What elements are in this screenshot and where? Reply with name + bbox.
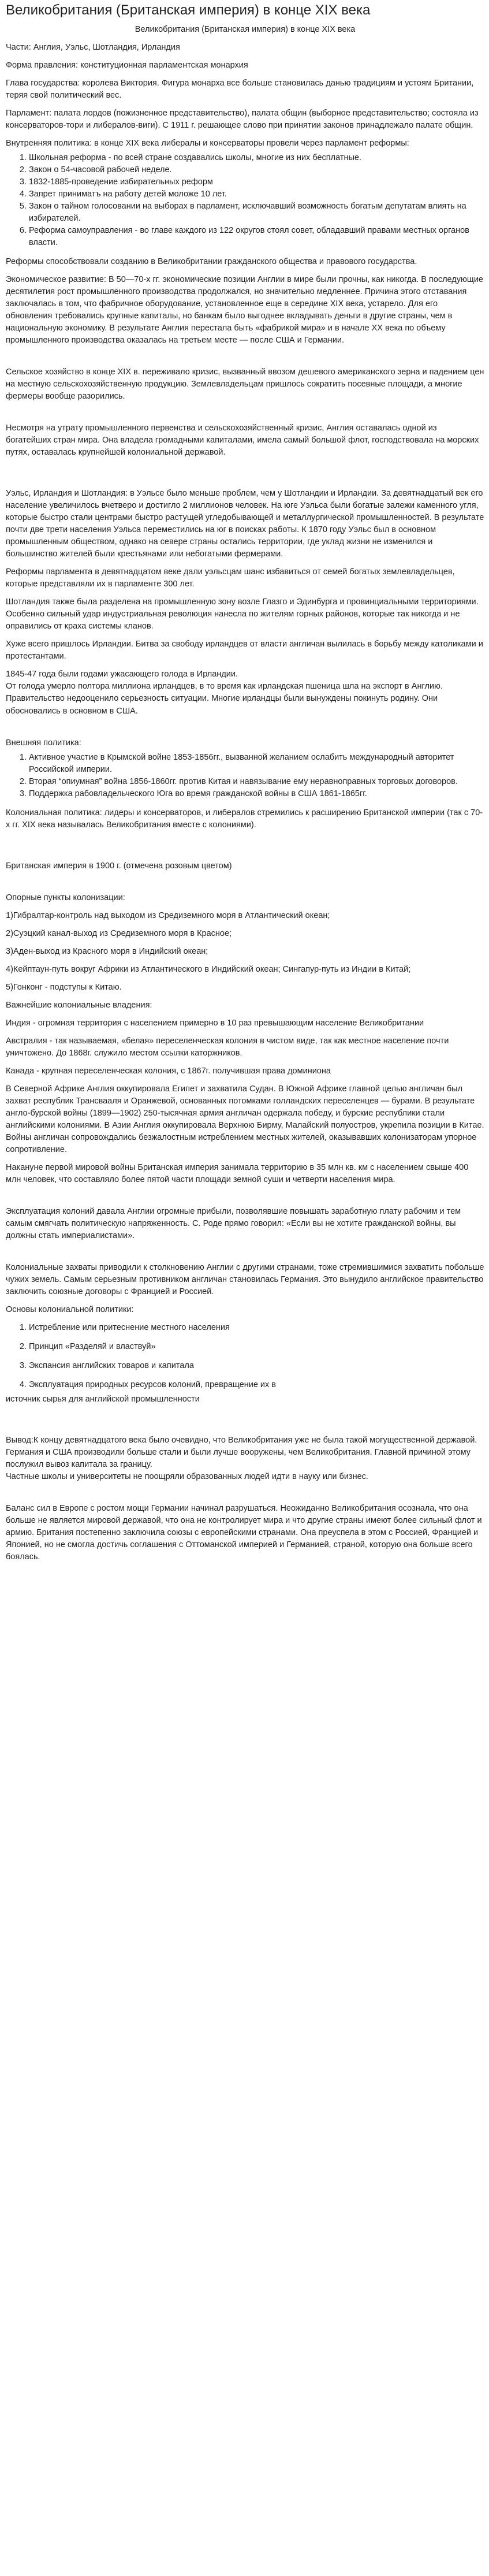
list-item: 1. Активное участие в Крымской войне 1853-1856гг., вызванной желанием ослабить международный авторитет Российской империи.	[29, 752, 484, 776]
possessions-heading: Важнейшие колониальные владения:	[6, 1000, 152, 1010]
list-item: 4. Запрет приниматъ на работу детей моложе 10 лет.	[29, 188, 484, 200]
ireland-paragraph: Хуже всего пришлось Ирландии. Битва за свободу ирландцев от власти англичан вылилась в борьбу между католиками и протестантами.	[6, 640, 483, 661]
principles-tail: источник сырья для английской промышленности	[6, 1395, 200, 1404]
ww1-eve-paragraph: Накануне первой мировой войны Британская империя занимала территорию в 35 млн кв. км с населением свыше 400 млн человек, что составляло более пятой части площади земной суши и четверти населения мира.	[6, 1162, 469, 1184]
list-item: 2. Закон о 54-часовой рабочей неделе.	[29, 164, 484, 176]
list-item: 1. Школьная реформа - по всей стране создавались школы, многие из них бесплатные.	[29, 152, 484, 164]
australia-paragraph: Австралия - так называемая, «белая» переселенческая колония в чистом виде, так как местное население почти уничтожено. До 1868г. служило местом ссылки каторжников.	[6, 1036, 449, 1058]
scotland-paragraph: Шотландия также была разделена на промышленную зону возле Глазго и Эдинбурга и провинциальными территориями. Особенно сильный удар индустриальная революция нанесла по жителям горных районов, которые так никогда и не оправились от краха системы кланов.	[6, 597, 479, 631]
stronghold-item: 1)Гибралтар-контроль над выходом из Средиземного моря в Атлантический океан;	[6, 910, 330, 920]
list-item: 1. Истребление или притеснение местного населения	[29, 1322, 484, 1334]
conclusion-line: Частные школы и университеты не поощряли образованных людей идти в науку или бизнес.	[6, 1472, 368, 1482]
stronghold-item: 3)Аден-выход из Красного моря в Индийский океан;	[6, 946, 208, 956]
list-item: 2. Принцип «Разделяй и властвуй»	[29, 1341, 484, 1353]
stronghold-item: 4)Кейптаун-путь вокруг Африки из Атлантического в Индийский океан; Сингапур-путь из Индии в Китай;	[6, 964, 411, 974]
reforms-effect-paragraph: Реформы способствовали созданию в Великобритании гражданского общества и правового государства.	[6, 257, 417, 267]
economy-paragraph: Экономическое развитие: В 50—70-х гг. экономические позиции Англии в мире были прочны, как никогда. В последующие десятилетия рост промышленного производства продолжался, но значительно медленнее. Причина этого отставания заключалась в том, что фабричное оборудование, установленное еще в середине XIX века, устарело. Для его обновления требовались крупные капиталы, но банкам было выгоднее вкладывать деньги в другие страны, чем в национальную экономику. В результате Англия перестала быть «фабрикой мира» и в начале XX века по объему промышленного производства оказалась на третьем месте — после США и Германии.	[6, 275, 483, 345]
famine-paragraph	[6, 668, 484, 717]
exploitation-paragraph: Эксплуатация колоний давала Англии огромные прибыли, позволявшие повышать заработную плату рабочим и тем самым смягчать политическую напряженность. С. Роде прямо говорил: «Если вы не хотите гражданской войны, вы должны стать империалистами».	[6, 1206, 461, 1240]
principles-heading: Основы колониальной политики:	[6, 1305, 134, 1315]
reforms-1880s-paragraph: Реформы парламента в девятнадцатом веке дали уэльсцам шанс избавиться от семей богатых землевладельцев, которые представляли их в парламенте 300 лет.	[6, 567, 455, 589]
foreign-policy-list	[6, 752, 484, 800]
list-item: 2. Вторая “опиумная” война 1856-1860гг. против Китая и навязывание ему неравноправных торговых договоров.	[29, 776, 484, 788]
government-form-paragraph: Форма правления: конституционная парламентская монархия	[6, 60, 248, 70]
foreign-policy-heading: Внешняя политика:	[6, 738, 81, 748]
colonial-policy-paragraph: Колониальная политика: лидеры и консерваторов, и либералов стремились к расширению Британской империи (так с 70-х гг. XIX века называлась Великобритания вместе с колониями).	[6, 808, 483, 830]
domestic-policy-intro: Внутренняя политика: в конце XIX века либералы и консерваторы провели через парламент реформы:	[6, 138, 409, 148]
crisis-wealth-paragraph: Несмотря на утрату промышленного первенства и сельскохозяйственный кризис, Англия оставалась одной из богатейших стран мира. Она владела громадными капиталами, имела самый большой флот, господствовала на морских путях, оставалась крупнейшей колониальной державой.	[6, 423, 479, 458]
wales-scotland-ireland-paragraph: Уэльс, Ирландия и Шотландия: в Уэльсе было меньше проблем, чем у Шотландии и Ирландии. За девятнадцатый век его население увеличилось вчетверо и достигло 2 миллионов человек. На юге Уэльса были богатые залежи каменного угля, которые быстро стали центрами быстро растущей угледобывающей и металлургической промышленностей. В результате почти две трети населения Уэльса переместились на юг в поисках работы. К 1870 году Уэльс был в основном промышленным обществом, однако на севере страны остались территории, где уклад жизни не изменился и большинство жителей были крестьянами или небогатыми фермерами.	[6, 489, 484, 559]
list-item: 3. Поддержка рабовладельческого Юга во время гражданской войны в США 1861-1865гг.	[29, 788, 484, 800]
canada-paragraph: Канада - крупная переселенческая колония, с 1867г. получившая права доминиона	[6, 1066, 331, 1076]
stronghold-item: 5)Гонконг - подступы к Китаю.	[6, 982, 122, 992]
principles-list	[6, 1322, 484, 1391]
list-item: 3. 1832-1885-проведение избирательных реформ	[29, 176, 484, 188]
agriculture-paragraph: Сельское хозяйство в конце XIX в. переживало кризис, вызванный ввозом дешевого американского зерна и падением цен на местную сельскохозяйственную продукцию. Землевладельцам пришлось сократить посевные площади, а многие фермеры вообще разорились.	[6, 367, 484, 402]
famine-line: От голода умерло полтора миллиона ирландцев, в то время как ирландская пшеница шла на экспорт в Англию. Правительство недооценило серьезность ситуации. Многие ирландцы были вынуждены покинуть родину. Они обосновались в основном в США.	[6, 682, 443, 716]
subtitle: Великобритания (Британская империя) в конце XIX века	[135, 24, 356, 34]
stronghold-item: 2)Суэцкий канал-выход из Средиземного моря в Красное;	[6, 928, 232, 938]
list-item: 5. Закон о тайном голосовании на выборах в парламент, исключавший возможность богатым депутатам влиять на избирателей.	[29, 200, 484, 225]
strongholds-heading: Опорные пункты колонизации:	[6, 893, 125, 902]
famine-line: 1845-47 года были годами ужасающего голода в Ирландии.	[6, 670, 238, 679]
empire-1900-caption: Британская империя в 1900 г. (отмечена розовым цветом)	[6, 861, 232, 871]
conclusion-paragraph	[6, 1434, 484, 1483]
conclusion-line: Вывод:К концу девятнадцатого века было очевидно, что Великобритания уже не была такой могущественной державой. Германия и США производили больше стали и были лучше вооружены, чем Великобритания. Главной причиной этому послужил вывоз капитала за границу.	[6, 1436, 477, 1470]
balance-paragraph: Баланс сил в Европе с ростом мощи Германии начинал разрушаться. Неожиданно Великобритания осознала, что она больше не является мировой державой, что она не контролирует мира и что другие страны имеют более сильный флот и армию. Британия постепенно заключила союзы с европейскими странами. Она преуспела в этом с Россией, Францией и Японией, но не смогла достичь соглашения с Оттоманской империей и Германией, страной, которую она больше всего боялась.	[6, 1504, 482, 1562]
page-title: Великобритания (Британская империя) в конце XIX века	[6, 2, 371, 18]
india-paragraph: Индия - огромная территория с населением примерно в 10 раз превышающим население Великобритании	[6, 1018, 424, 1028]
parts-paragraph: Части: Англия, Уэльс, Шотландия, Ирландия	[6, 42, 180, 52]
conflicts-paragraph: Колониальные захваты приводили к столкновению Англии с другими странами, тоже стремившимися захватить побольше чужих земель. Самым серьезным противником англичан становилась Германия. Это вынудило английское правительство заключить союзные договоры с Францией и Россией.	[6, 1262, 484, 1297]
list-item: 3. Экспансия английских товаров и капитала	[29, 1360, 484, 1372]
africa-asia-paragraph: В Северной Африке Англия оккупировала Египет и захватила Судан. В Южной Африке главной целью англичан был захват республик Трансвааля и Оранжевой, основанных потомками голландских переселенцев — бурами. В результате англо-бурской войны (1899—1902) 250-тысячная армия англичан одержала победу, и бурские республики стали английскими колониями. В Азии Англия оккупировала Верхнюю Бирму, Малайский полуостров, укрепила позиции в Китае. Войны англичан сопровождались безжалостным истреблением местных жителей, оказывавших колонизаторам упорное сопротивление.	[6, 1084, 484, 1154]
list-item: 4. Эксплуатация природных ресурсов колоний, превращение их в	[29, 1379, 484, 1391]
parliament-paragraph: Парламент: палата лордов (пожизненное представительство), палата общин (выборное представительство; состояла из консерваторов-тори и либералов-виги). С 1911 г. решающее слово при принятии законов принадлежало палате общин.	[6, 108, 479, 130]
list-item: 6. Реформа самоуправления - во главе каждого из 122 округов стоял совет, обладавший правами местных органов власти.	[29, 225, 484, 249]
head-of-state-paragraph: Глава государства: королева Виктория. Фигура монарха все больше становилась данью традициям и устоям Британии, теряя свой политический вес.	[6, 78, 474, 100]
domestic-reforms-list	[6, 152, 484, 249]
